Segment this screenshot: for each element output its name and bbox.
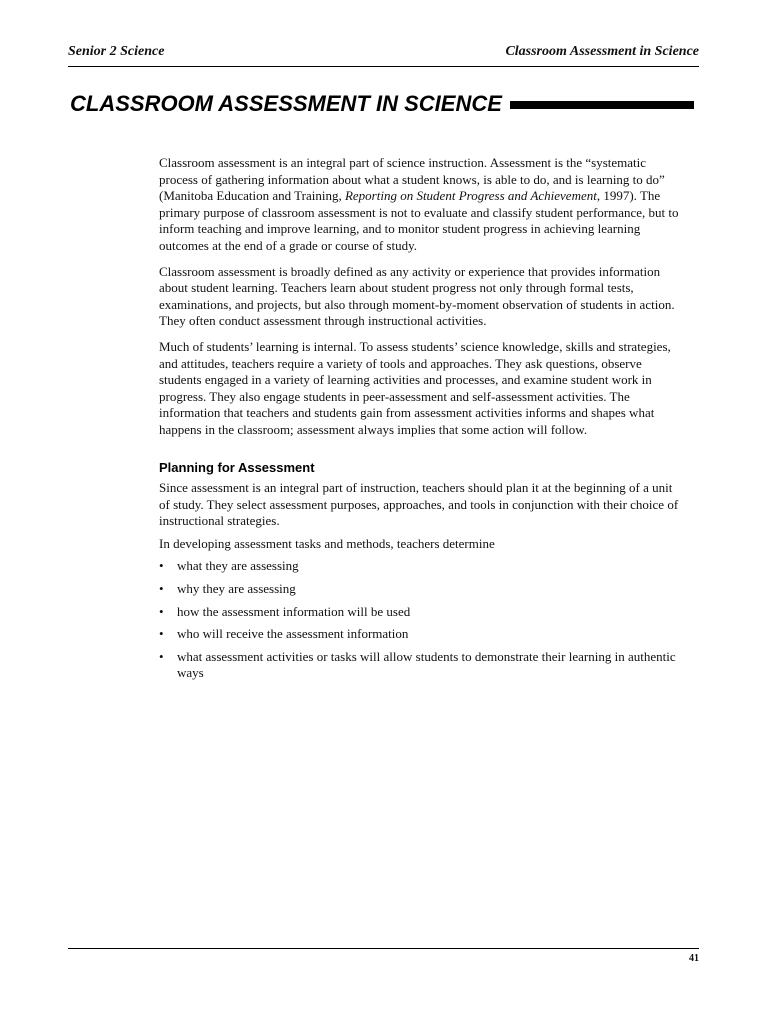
list-item (159, 558, 681, 575)
list-item (159, 604, 681, 621)
list-item-text: why they are assessing (177, 581, 296, 597)
footer-rule (68, 948, 699, 949)
running-header (68, 44, 699, 64)
paragraph-intro (159, 155, 681, 255)
page-number: 41 (689, 953, 699, 964)
bullet-list (159, 558, 681, 682)
list-item-text: what assessment activities or tasks will allow students to demonstrate their learning in authentic ways (177, 648, 676, 681)
bullet-list-intro: In developing assessment tasks and methods, teachers determine (159, 535, 495, 551)
bullet-icon: • (159, 581, 164, 597)
list-item-text: who will receive the assessment information (177, 626, 409, 642)
list-item (159, 626, 681, 643)
title-decorative-bar (510, 101, 694, 109)
paragraph-definition: Classroom assessment is broadly defined as any activity or experience that provides information about student learning. Teachers learn about student progress not only through formal tests, examinations, and projects, but also through moment-by-moment observation of students in action. They often conduct assessment through instructional activities. (159, 263, 675, 329)
list-item-text: what they are assessing (177, 558, 299, 574)
page-title: CLASSROOM ASSESSMENT IN SCIENCE (70, 91, 502, 116)
list-item (159, 649, 681, 682)
list-item-text: how the assessment information will be used (177, 603, 411, 619)
header-rule (68, 66, 699, 67)
section-heading-planning: Planning for Assessment (159, 459, 315, 475)
citation-title: Reporting on Student Progress and Achievement (344, 188, 597, 204)
title-row (70, 90, 694, 118)
paragraph-intro-end: , 1997). The primary purpose of classroom assessment is not to evaluate and classify student performance, but to inform teaching and improve learning, and to monitor student progress in achieving learning outcomes at the end of a grade or course of study. (159, 188, 679, 253)
bullet-icon: • (159, 626, 164, 642)
paragraph-internal-learning: Much of students’ learning is internal. To assess students’ science knowledge, skills and strategies, and attitudes, teachers require a variety of tools and approaches. They ask questions, observe students engaged in a variety of learning activities and processes, and examine student work in progress. They also engage students in peer-assessment and self-assessment activities. The information that teachers and students gain from assessment activities informs and shapes what happens in the classroom; assessment always implies that some action will follow. (159, 338, 671, 437)
bullet-icon: • (159, 558, 164, 574)
header-left-text: Senior 2 Science (68, 44, 165, 59)
bullet-icon: • (159, 603, 164, 619)
header-right-text: Classroom Assessment in Science (505, 44, 699, 59)
body-content (159, 155, 681, 688)
paragraph-intro-start: Classroom assessment is an integral part of science instruction. Assessment is the “systematic process of gathering information about what a student knows, is able to do, and is learning to do” (Manitoba Education and Training, (159, 155, 665, 204)
list-item (159, 581, 681, 598)
bullet-icon: • (159, 648, 164, 664)
paragraph-planning: Since assessment is an integral part of instruction, teachers should plan it at the beginning of a unit of study. They select assessment purposes, approaches, and tools in conjunction with their choice of instructional strategies. (159, 480, 679, 529)
